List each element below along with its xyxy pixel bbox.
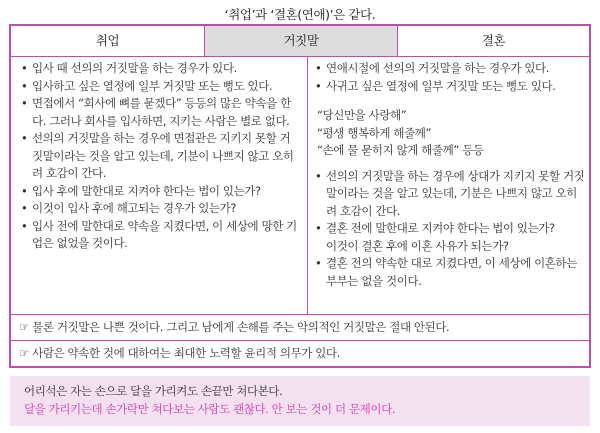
list-item: 이것이 결혼 후에 이혼 사유가 되는가? <box>326 238 509 253</box>
list-item: • 입사 때 선의의 거짓말을 하는 경우가 있다. <box>21 61 237 75</box>
quote-list <box>317 107 587 160</box>
list-item: • 선의의 거짓말을 하는 경우에 상대가 지키지 못할 거짓말이라는 것을 알고 있는데, 기분은 나쁘지 않고 오히려 호감이 간다. <box>315 168 585 218</box>
comparison-table <box>9 24 591 368</box>
quote-box <box>10 376 590 426</box>
list-item: • 사귀고 싶은 열정에 일부 거짓말 또는 뻥도 있다. <box>315 78 556 93</box>
quote-line-2: 달을 가리키는데 손가락만 쳐다보는 사람도 괜찮다. 안 보는 것이 더 문제이다. <box>24 402 396 416</box>
list-item: • 이것이 입사 후에 해고되는 경우가 있는가? <box>21 201 237 215</box>
marriage-column <box>315 60 587 290</box>
list-item: • 선의의 거짓말을 하는 경우에 면접관은 지키지 못할 거짓말이라는 것을 알고 있는데, 기분이 나쁘지 않고 오히려 호감이 간다. <box>21 131 294 180</box>
list-item: • 결혼 전의 약속한 대로 지켰다면, 이 세상에 이혼하는 부부는 없을 것이다. <box>315 256 577 288</box>
quote-text: “당신만을 사랑해” <box>317 108 407 122</box>
header-employment: 취업 <box>95 33 120 48</box>
list-item: • 결혼 전에 말한대로 지켜야 한다는 법이 있는가? <box>315 221 555 235</box>
list-item: • 입사하고 싶은 열정에 일부 거짓말 또는 뻥도 있다. <box>21 78 273 93</box>
footer-note-2: ☞ 사람은 약속한 것에 대하여는 최대한 노력할 윤리적 의무가 있다. <box>19 346 340 360</box>
list-item: • 입사 전에 말한대로 약속을 지켰다면, 이 세상에 망한 기업은 없었을 것이다. <box>21 218 297 250</box>
list-item: • 입사 후에 말한대로 지켜야 한다는 법이 있는가? <box>21 183 261 198</box>
header-lie: 거짓말 <box>204 26 398 56</box>
quote-text: “평생 행복하게 해줄께” <box>317 125 432 140</box>
quote-text: “손에 물 묻히지 않게 해줄께” 등등 <box>317 143 484 157</box>
employment-column <box>21 60 301 253</box>
list-item: • 면접에서 “회사에 뼈를 묻겠다” 등등의 많은 약속을 한다. 그러나 회사를 입사하면, 지키는 사람은 별로 없다. <box>21 96 291 128</box>
table-header-row <box>11 26 589 57</box>
page-title: ‘취업’과 ‘결혼(연애)’은 같다. <box>224 7 376 22</box>
footer-note-1: ☞ 물론 거짓말은 나쁜 것이다. 그리고 남에게 손해를 주는 악의적인 거짓말은 절대 안된다. <box>19 320 450 334</box>
quote-line-1: 어리석은 자는 손으로 달을 가리켜도 손끝만 쳐다본다. <box>24 384 283 398</box>
header-marriage: 결혼 <box>481 33 506 48</box>
column-divider <box>307 56 308 314</box>
list-item: • 연애시절에 선의의 거짓말을 하는 경우가 있다. <box>315 61 550 75</box>
